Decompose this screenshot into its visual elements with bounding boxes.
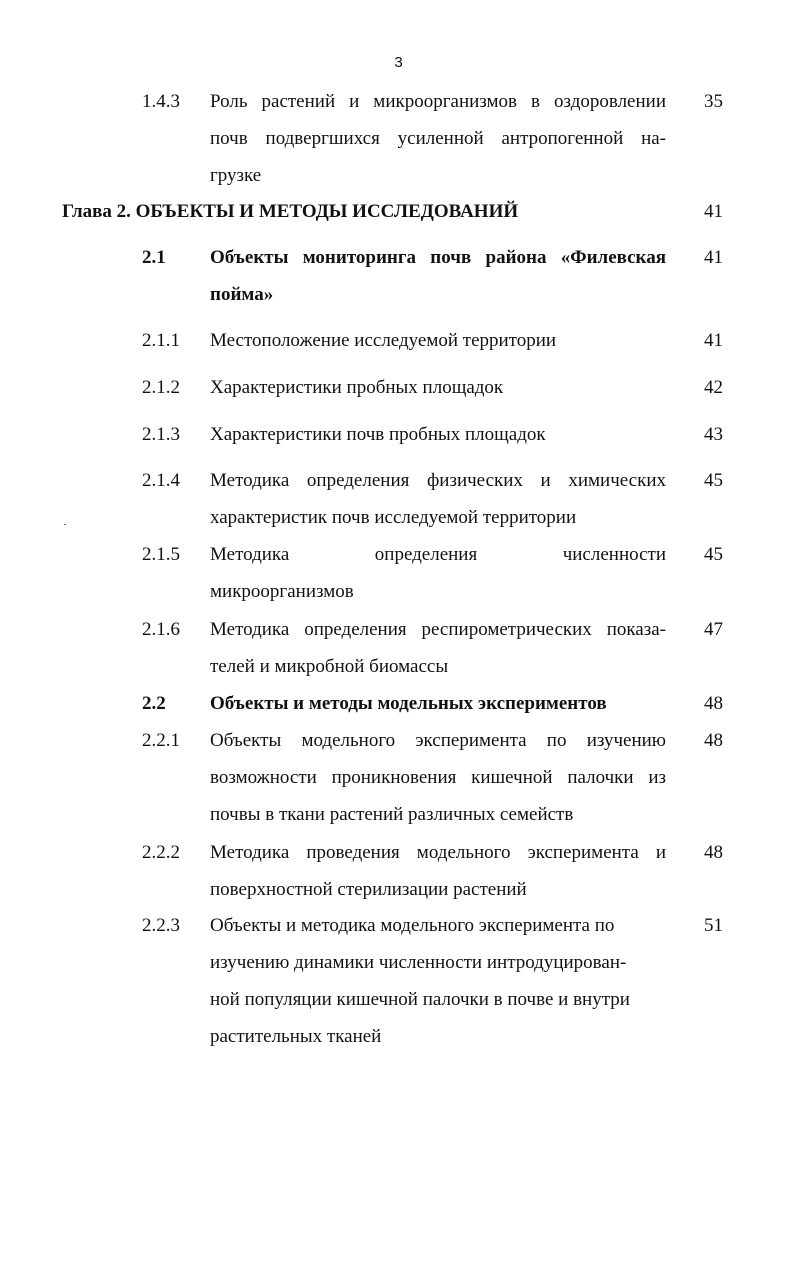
entry-page: 41 bbox=[704, 201, 723, 222]
entry-page: 45 bbox=[704, 470, 723, 491]
entry-title: Методика проведения модельного эксперимента и поверхностной стерилизации растений bbox=[210, 842, 666, 900]
entry-title: Методика определения респирометрических показа- телей и микробной биомассы bbox=[210, 619, 666, 677]
toc-entry-2-2-2 bbox=[0, 834, 797, 908]
scan-speck bbox=[64, 524, 66, 525]
entry-page: 47 bbox=[704, 619, 723, 640]
entry-number: 2.2.3 bbox=[142, 915, 180, 936]
entry-title: Объекты и методы модельных экспериментов bbox=[210, 693, 607, 714]
toc-entry-2-2 bbox=[0, 685, 797, 722]
entry-title: Характеристики пробных площадок bbox=[210, 377, 504, 398]
toc-chapter-2 bbox=[0, 193, 797, 230]
toc-entry-2-1-6 bbox=[0, 611, 797, 685]
entry-page: 43 bbox=[704, 424, 723, 445]
entry-page: 45 bbox=[704, 544, 723, 565]
toc-entry-2-1-1 bbox=[0, 322, 797, 359]
chapter-title: Глава 2. ОБЪЕКТЫ И МЕТОДЫ ИССЛЕДОВАНИЙ bbox=[62, 201, 519, 222]
entry-page: 41 bbox=[704, 330, 723, 351]
entry-title: Местоположение исследуемой территории bbox=[210, 330, 557, 351]
entry-number: 2.2.2 bbox=[142, 842, 180, 863]
entry-number: 2.1.4 bbox=[142, 470, 180, 491]
entry-title: Роль растений и микроорганизмов в оздоровлении почв подвергшихся усиленной антропогенной на- грузке bbox=[210, 91, 666, 186]
entry-title: Объекты модельного эксперимента по изучению возможности проникновения кишечной палочки из почвы в ткани растений различных семейств bbox=[210, 730, 666, 825]
toc-entry-1-4-3 bbox=[0, 83, 797, 194]
entry-number: 1.4.3 bbox=[142, 91, 180, 112]
entry-page: 41 bbox=[704, 247, 723, 268]
toc-entry-2-2-1 bbox=[0, 722, 797, 833]
entry-number: 2.1.3 bbox=[142, 424, 180, 445]
entry-number: 2.1.1 bbox=[142, 330, 180, 351]
entry-number: 2.1.6 bbox=[142, 619, 180, 640]
entry-page: 35 bbox=[704, 91, 723, 112]
toc-entry-2-1-5 bbox=[0, 536, 797, 610]
entry-title: Методика определения физических и химических характеристик почв исследуемой территории bbox=[210, 470, 666, 528]
entry-number: 2.1.5 bbox=[142, 544, 180, 565]
toc-entry-2-1 bbox=[0, 239, 797, 313]
entry-number: 2.2.1 bbox=[142, 730, 180, 751]
entry-page: 48 bbox=[704, 693, 723, 714]
toc-entry-2-1-4 bbox=[0, 462, 797, 536]
entry-number: 2.2 bbox=[142, 693, 166, 714]
entry-title: Методика определения численности микроорганизмов bbox=[210, 544, 666, 602]
toc-entry-2-2-3 bbox=[0, 907, 797, 1057]
entry-page: 48 bbox=[704, 842, 723, 863]
page-number: 3 bbox=[394, 54, 403, 71]
entry-page: 51 bbox=[704, 915, 723, 936]
entry-title: Объекты мониторинга почв района «Филевская пойма» bbox=[210, 247, 666, 305]
toc-entry-2-1-3 bbox=[0, 416, 797, 453]
entry-page: 48 bbox=[704, 730, 723, 751]
entry-number: 2.1 bbox=[142, 247, 166, 268]
entry-title: Характеристики почв пробных площадок bbox=[210, 424, 546, 445]
entry-number: 2.1.2 bbox=[142, 377, 180, 398]
entry-title: Объекты и методика модельного эксперимента по изучению динамики численности интродуцирован- ной популяции кишечной палочки в почве и внутри растительных тканей bbox=[210, 915, 630, 1047]
entry-page: 42 bbox=[704, 377, 723, 398]
toc-entry-2-1-2 bbox=[0, 369, 797, 406]
